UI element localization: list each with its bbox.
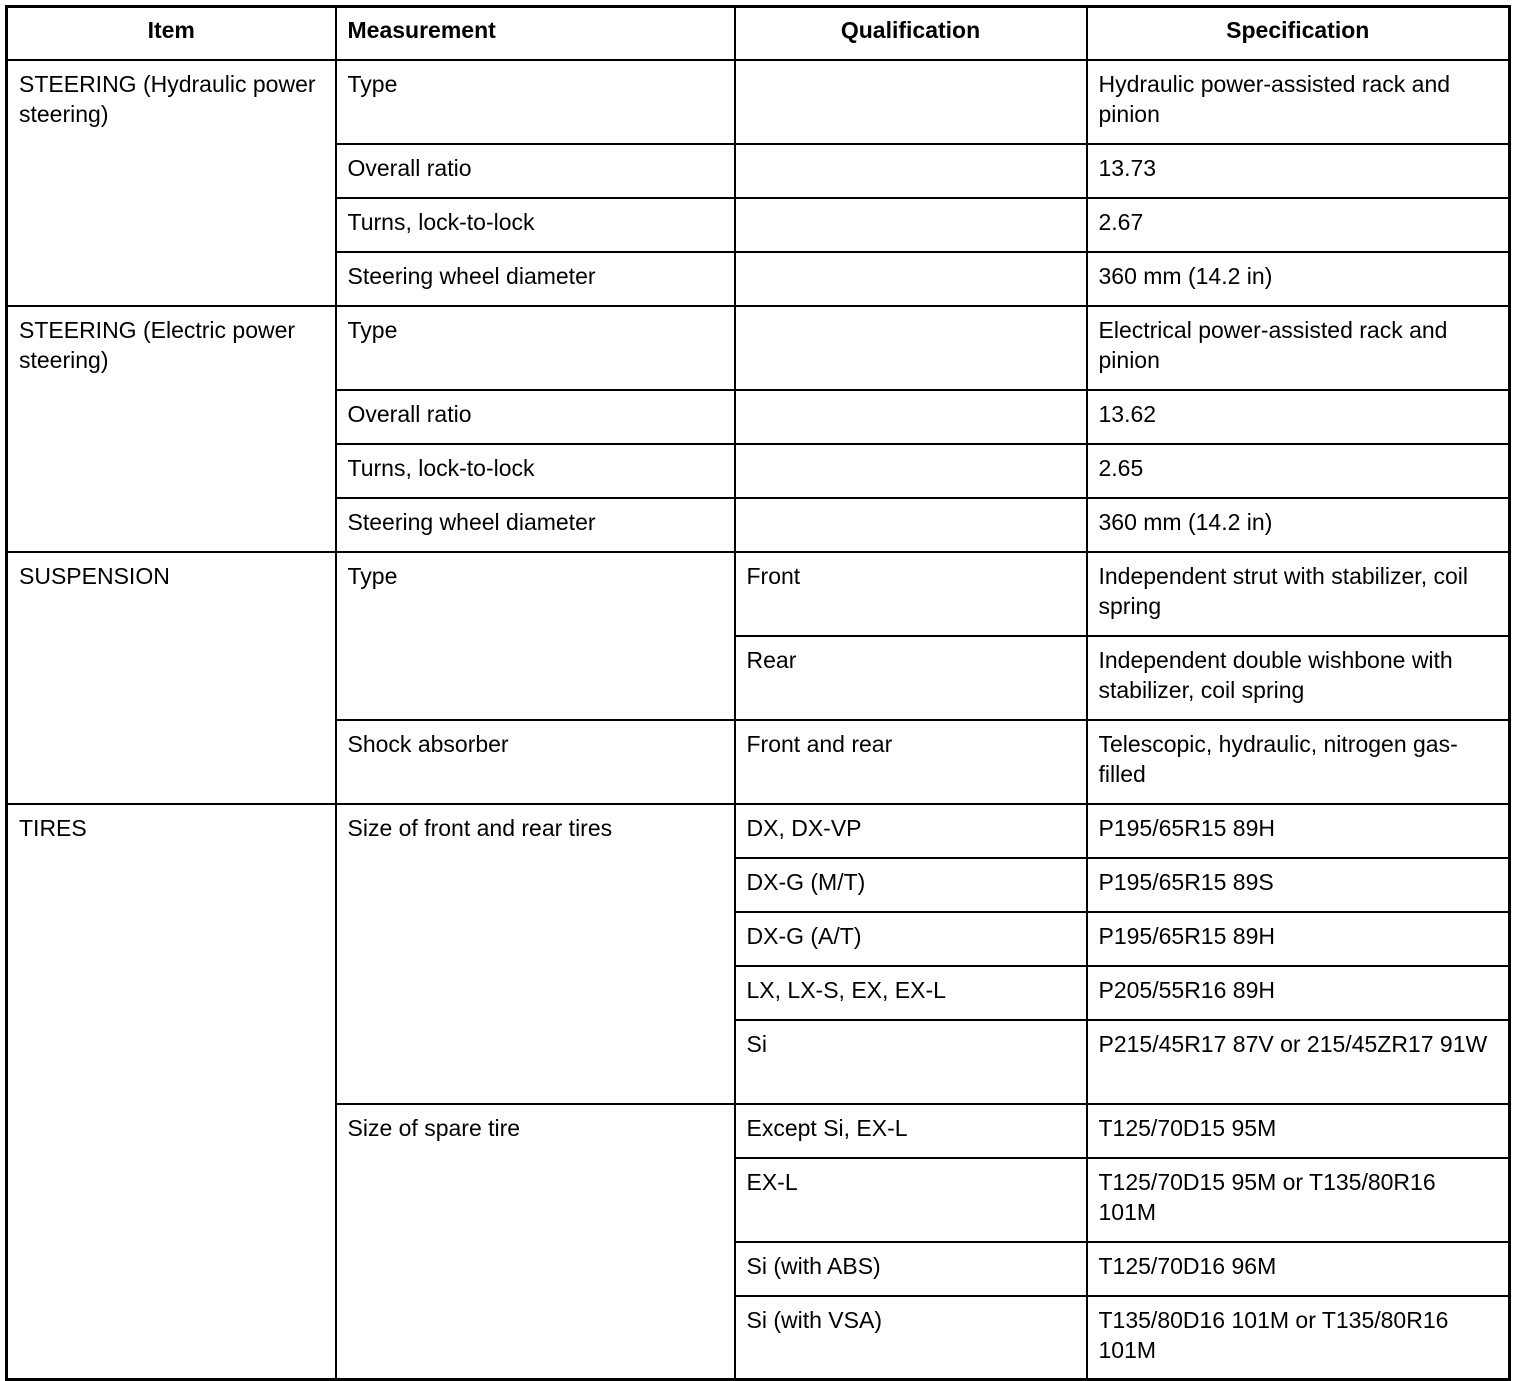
qualification-cell xyxy=(735,198,1087,252)
specification-cell: 2.67 xyxy=(1087,198,1510,252)
specification-cell: P195/65R15 89S xyxy=(1087,858,1510,912)
header-item: Item xyxy=(7,7,336,60)
specification-cell: P195/65R15 89H xyxy=(1087,912,1510,966)
measurement-cell: Turns, lock-to-lock xyxy=(336,198,735,252)
specification-cell: T125/70D15 95M xyxy=(1087,1104,1510,1158)
qualification-cell: Front and rear xyxy=(735,720,1087,804)
measurement-cell: Type xyxy=(336,60,735,144)
measurement-cell: Steering wheel diameter xyxy=(336,498,735,552)
header-row xyxy=(7,7,1510,60)
table-row xyxy=(7,60,1510,144)
specification-cell: P205/55R16 89H xyxy=(1087,966,1510,1020)
qualification-cell xyxy=(735,144,1087,198)
qualification-cell: Si (with ABS) xyxy=(735,1242,1087,1296)
measurement-cell: Turns, lock-to-lock xyxy=(336,444,735,498)
qualification-cell xyxy=(735,60,1087,144)
measurement-cell: Size of spare tire xyxy=(336,1104,735,1380)
measurement-cell: Type xyxy=(336,306,735,390)
item-steering-hydraulic: STEERING (Hydraulic power steering) xyxy=(7,60,336,306)
specification-cell: P195/65R15 89H xyxy=(1087,804,1510,858)
table-row xyxy=(7,804,1510,858)
table-row xyxy=(7,552,1510,636)
specification-cell: Independent double wishbone with stabilizer, coil spring xyxy=(1087,636,1510,720)
specification-cell: 360 mm (14.2 in) xyxy=(1087,498,1510,552)
measurement-cell: Steering wheel diameter xyxy=(336,252,735,306)
qualification-cell xyxy=(735,306,1087,390)
specifications-table xyxy=(5,5,1511,1381)
header-specification: Specification xyxy=(1087,7,1510,60)
qualification-cell: Except Si, EX-L xyxy=(735,1104,1087,1158)
specification-cell: 360 mm (14.2 in) xyxy=(1087,252,1510,306)
qualification-cell xyxy=(735,252,1087,306)
specification-cell: P215/45R17 87V or 215/45ZR17 91W xyxy=(1087,1020,1510,1104)
header-measurement: Measurement xyxy=(336,7,735,60)
item-steering-electric: STEERING (Electric power steering) xyxy=(7,306,336,552)
qualification-cell: EX-L xyxy=(735,1158,1087,1242)
measurement-cell: Shock absorber xyxy=(336,720,735,804)
item-suspension: SUSPENSION xyxy=(7,552,336,804)
qualification-cell xyxy=(735,444,1087,498)
qualification-cell: DX-G (M/T) xyxy=(735,858,1087,912)
item-tires: TIRES xyxy=(7,804,336,1380)
qualification-cell: DX, DX-VP xyxy=(735,804,1087,858)
specification-cell: Hydraulic power-assisted rack and pinion xyxy=(1087,60,1510,144)
measurement-cell: Overall ratio xyxy=(336,390,735,444)
measurement-cell: Type xyxy=(336,552,735,720)
qualification-cell: Si xyxy=(735,1020,1087,1104)
qualification-cell: Front xyxy=(735,552,1087,636)
specification-cell: T125/70D15 95M or T135/80R16 101M xyxy=(1087,1158,1510,1242)
specification-cell: 2.65 xyxy=(1087,444,1510,498)
qualification-cell xyxy=(735,498,1087,552)
specification-cell: T125/70D16 96M xyxy=(1087,1242,1510,1296)
header-qualification: Qualification xyxy=(735,7,1087,60)
specification-cell: Independent strut with stabilizer, coil spring xyxy=(1087,552,1510,636)
specification-cell: Telescopic, hydraulic, nitrogen gas-filled xyxy=(1087,720,1510,804)
table-row xyxy=(7,306,1510,390)
specification-cell: 13.62 xyxy=(1087,390,1510,444)
specification-cell: Electrical power-assisted rack and pinion xyxy=(1087,306,1510,390)
qualification-cell: Rear xyxy=(735,636,1087,720)
qualification-cell: Si (with VSA) xyxy=(735,1296,1087,1380)
qualification-cell xyxy=(735,390,1087,444)
measurement-cell: Size of front and rear tires xyxy=(336,804,735,1104)
measurement-cell: Overall ratio xyxy=(336,144,735,198)
specification-cell: T135/80D16 101M or T135/80R16 101M xyxy=(1087,1296,1510,1380)
qualification-cell: DX-G (A/T) xyxy=(735,912,1087,966)
specification-cell: 13.73 xyxy=(1087,144,1510,198)
qualification-cell: LX, LX-S, EX, EX-L xyxy=(735,966,1087,1020)
